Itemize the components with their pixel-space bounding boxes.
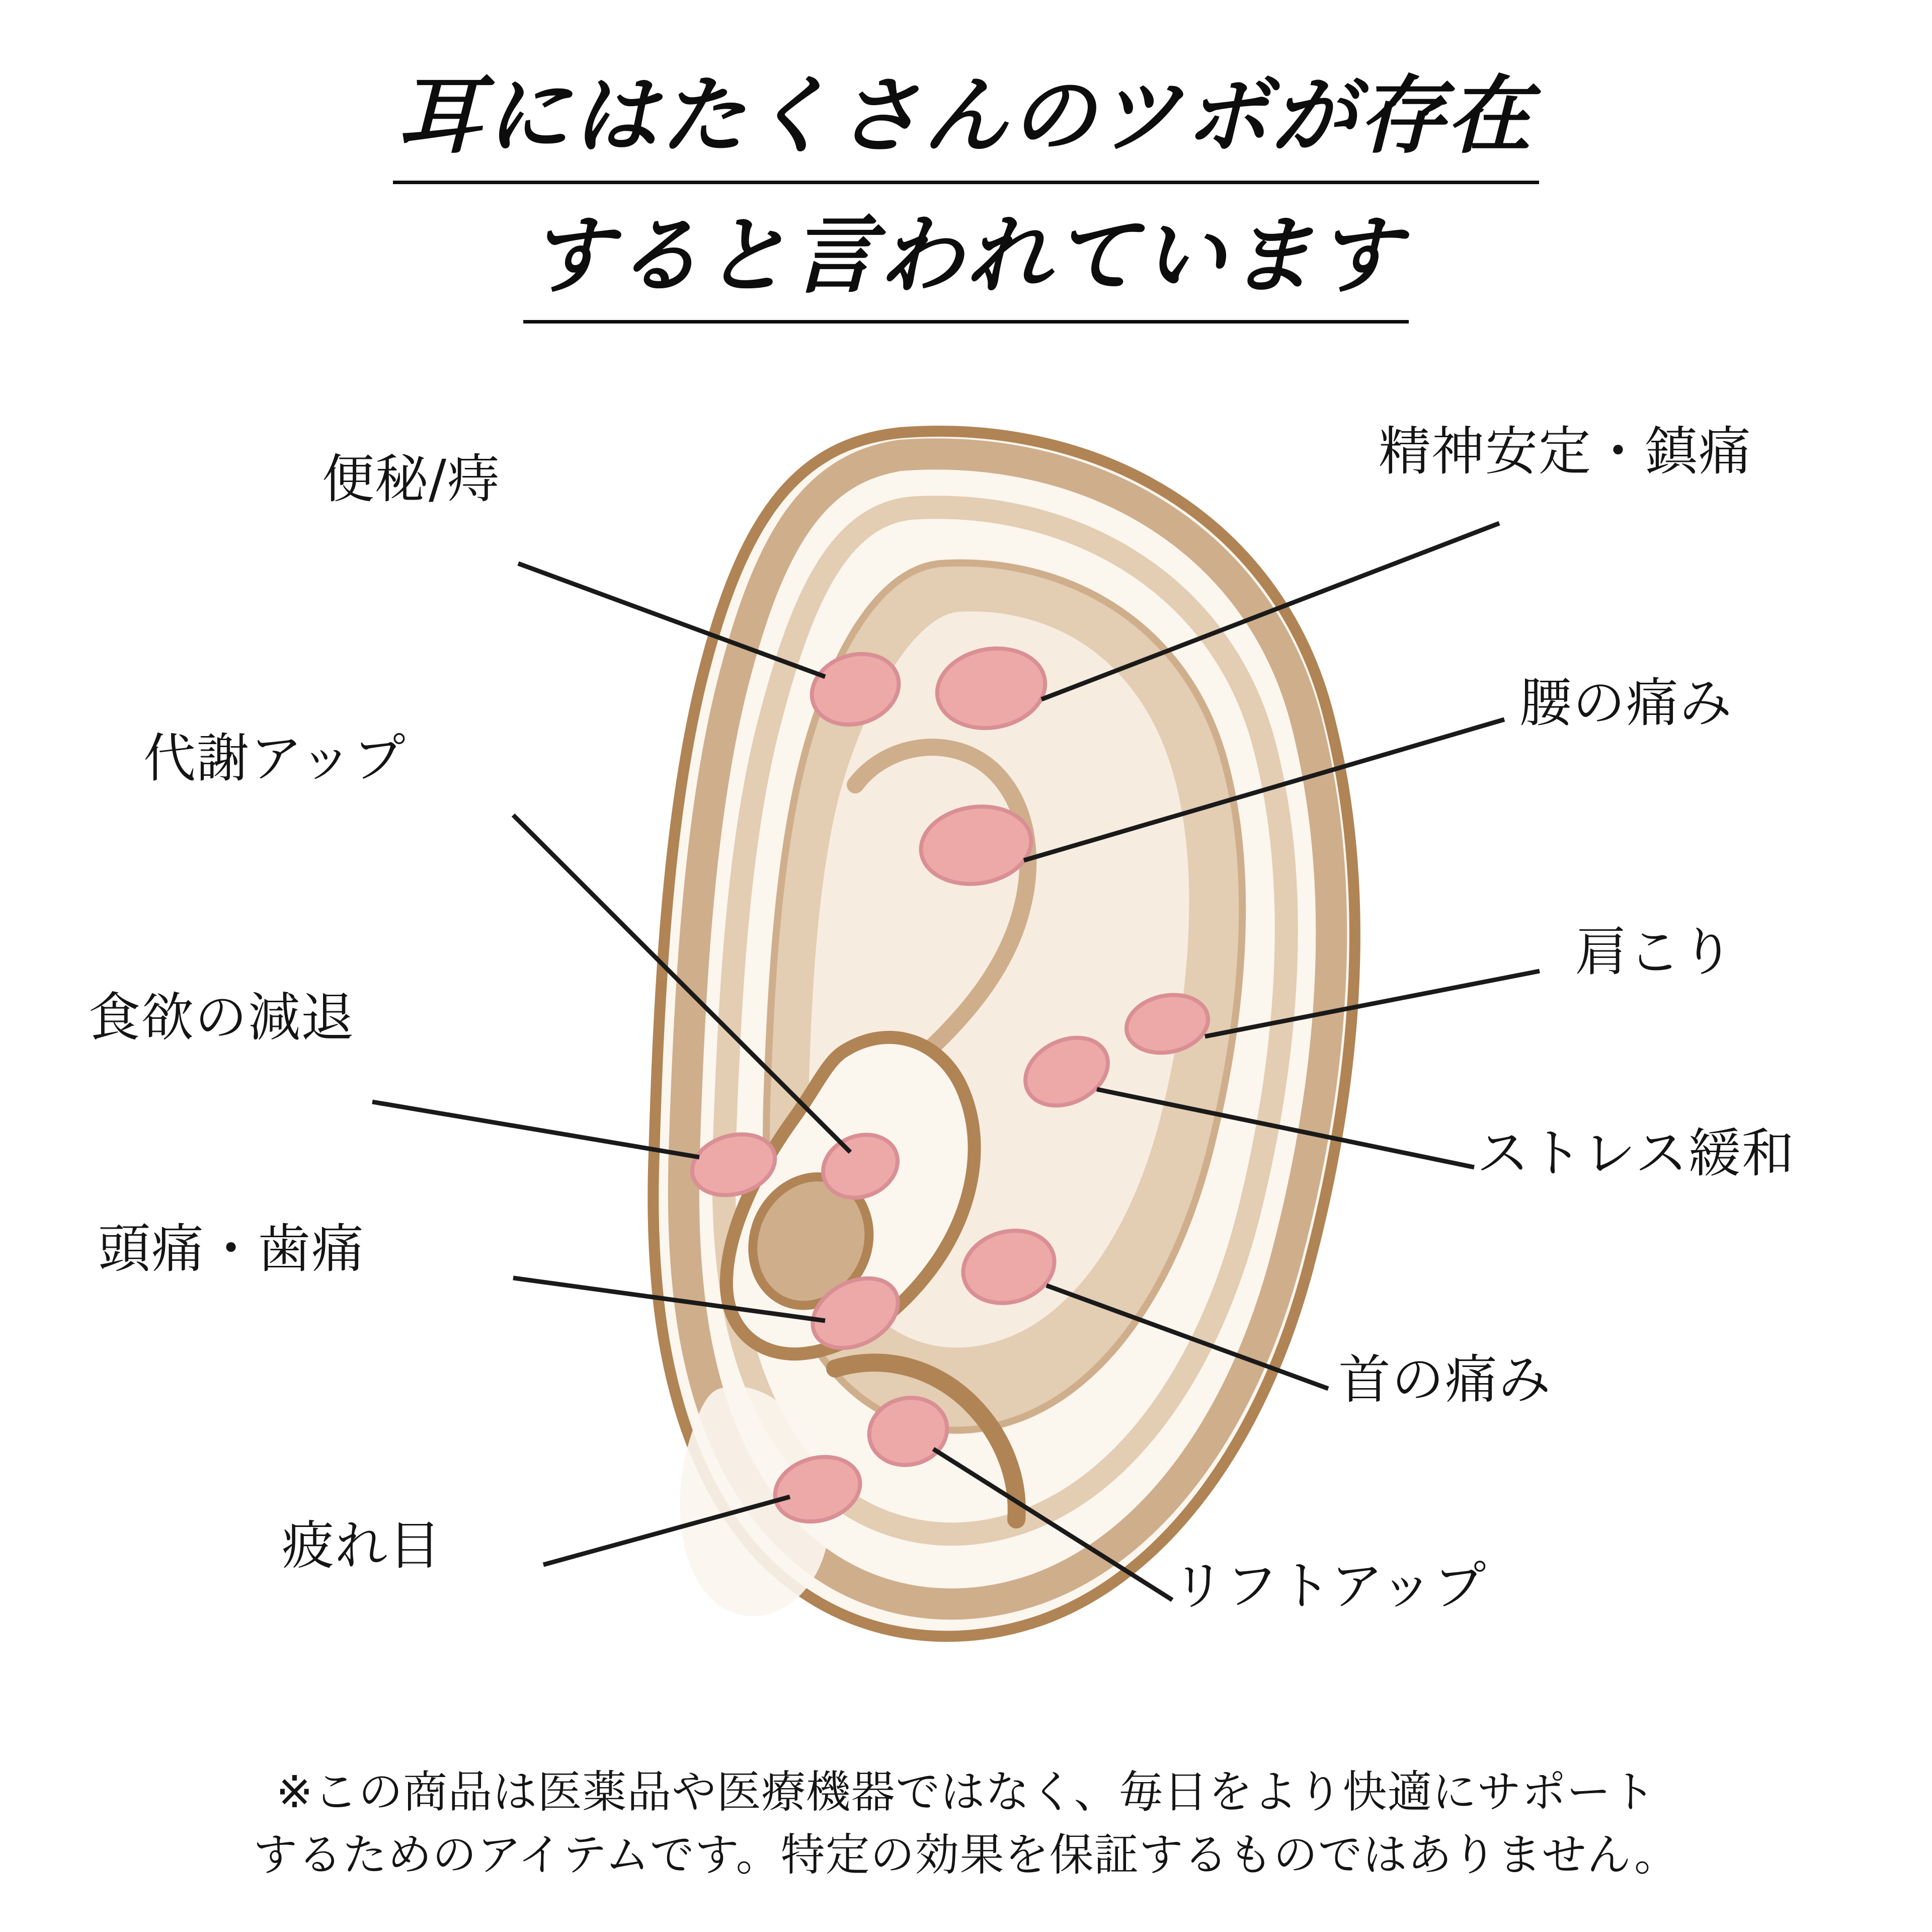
label-appetite: 食欲の減退 (88, 987, 355, 1048)
disclaimer-line-1: ※この商品は医薬品や医療機器ではなく、毎日をより快適にサポート (276, 1766, 1656, 1818)
label-neck-pain: 首の痛み (1338, 1349, 1552, 1410)
ear-shape (653, 431, 1355, 1636)
label-lift-up: リフトアップ (1172, 1555, 1487, 1617)
label-headache-toothache: 頭痛・歯痛 (98, 1218, 365, 1279)
label-tired-eyes: 疲れ目 (282, 1515, 442, 1576)
label-mental-stability-analgesia: 精神安定・鎮痛 (1379, 421, 1752, 482)
label-lower-back-pain: 腰の痛み (1519, 672, 1733, 734)
disclaimer-line-2: するためのアイテムです。特定の効果を保証するものではありません。 (253, 1828, 1679, 1881)
label-stress-relief: ストレス緩和 (1477, 1122, 1795, 1184)
disclaimer (0, 1761, 1932, 1887)
label-metabolism: 代謝アップ (143, 728, 407, 789)
title-line-2: すると言われています (523, 195, 1409, 324)
label-constipation: 便秘/痔 (322, 448, 501, 510)
label-stiff-shoulders: 肩こり (1575, 921, 1735, 983)
title-line-1: 耳にはたくさんのツボが存在 (393, 55, 1540, 184)
